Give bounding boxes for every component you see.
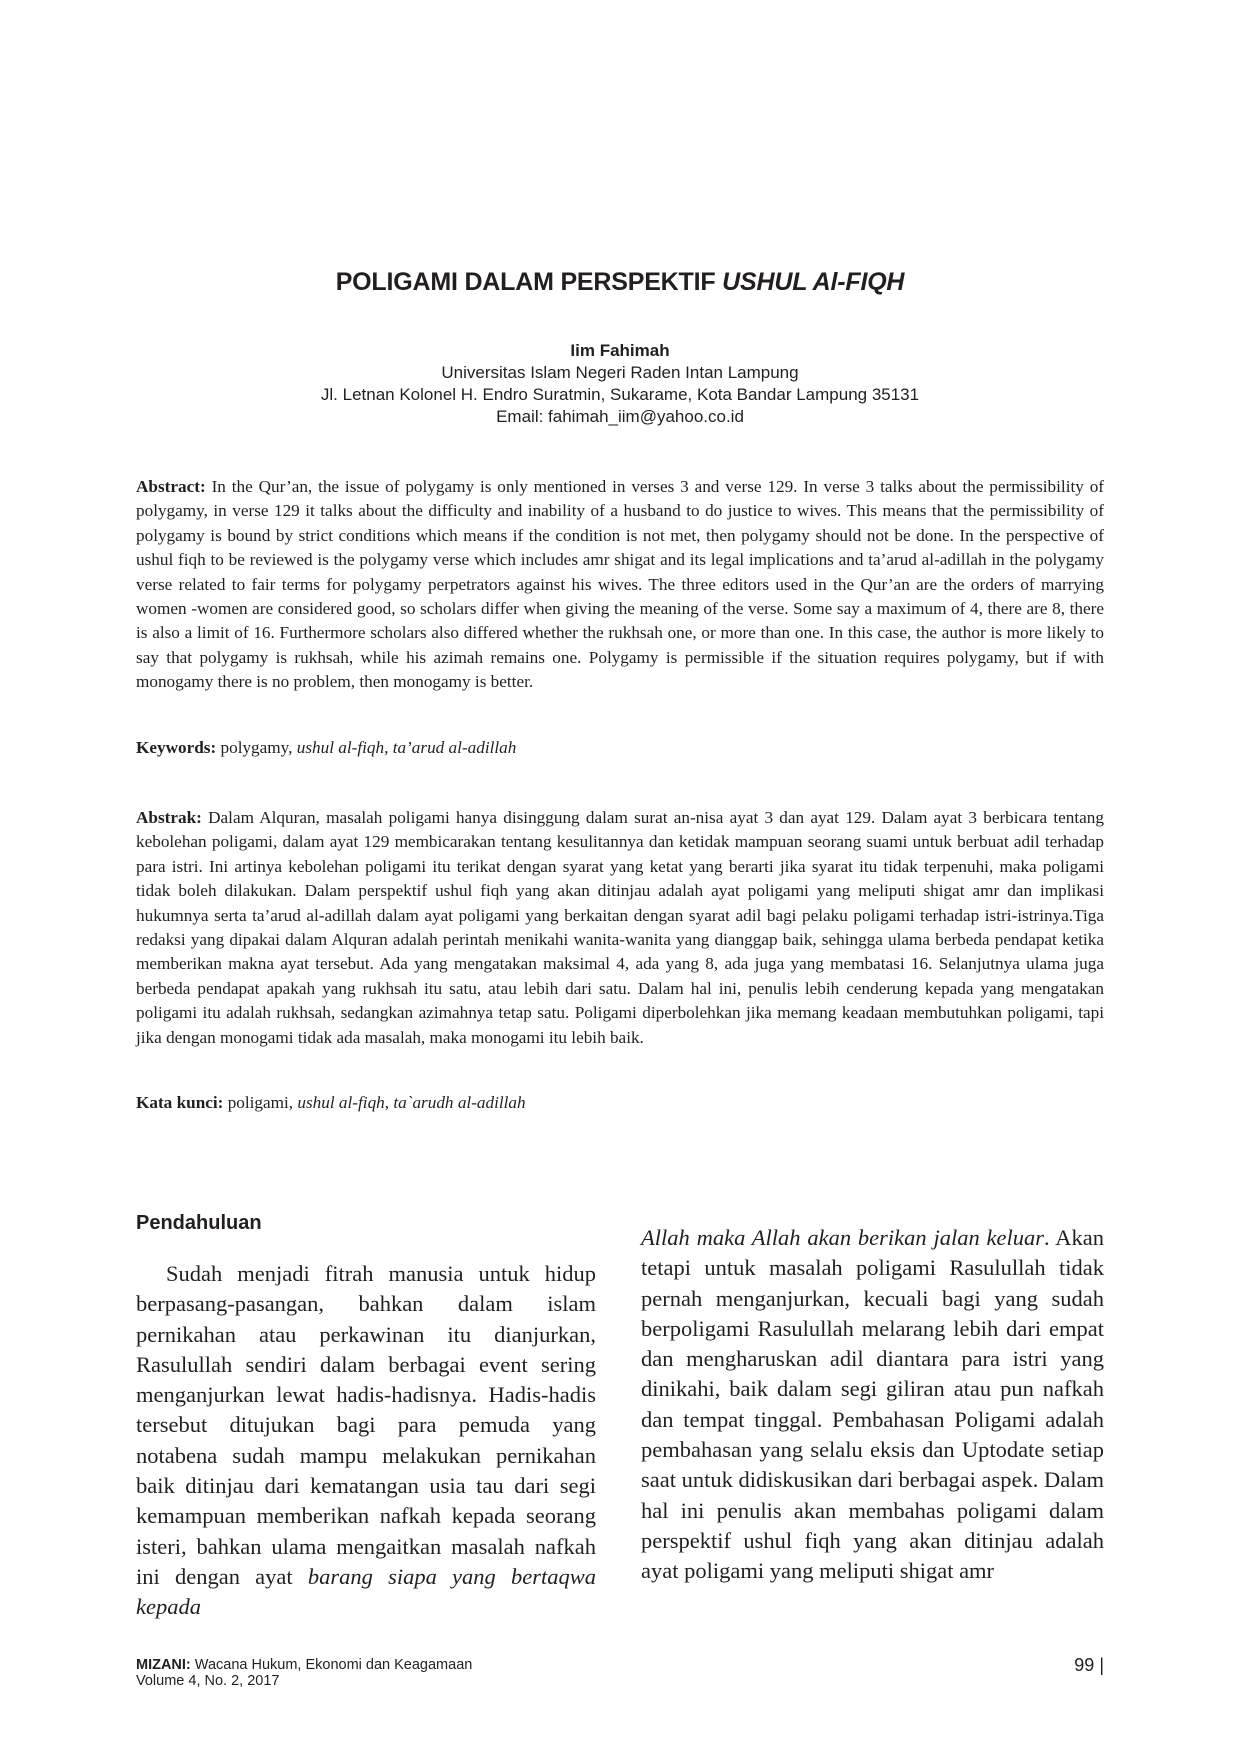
journal-footer: MIZANI: Wacana Hukum, Ekonomi dan Keagamaan Volume 4, No. 2, 2017 bbox=[136, 1657, 473, 1689]
paper-title: POLIGAMI DALAM PERSPEKTIF USHUL Al-FIQH bbox=[335, 268, 905, 296]
abstract-indonesian bbox=[136, 806, 1104, 1050]
keywords-english: Keywords: polygamy, ushul al-fiqh, ta’arud al-adillah bbox=[136, 738, 517, 757]
author-email: Email: fahimah_iim@yahoo.co.id bbox=[496, 407, 744, 426]
author-affiliation: Universitas Islam Negeri Raden Intan Lampung bbox=[441, 363, 799, 382]
abstrak-label: Abstrak: bbox=[136, 808, 202, 827]
abstrak-text: Dalam Alquran, masalah poligami hanya disinggung dalam surat an-nisa ayat 3 dan ayat 129. Dalam ayat 3 berbicara tentang kebolehan poligami, dalam ayat 129 membicarakan tentang kesulitannya dan ketidak mampuan seorang suami untuk berbuat adil terhadap para istri. Ini artinya kebolehan poligami itu terikat dengan syarat yang ketat yang berarti jika syarat itu tidak terpenuhi, maka poligami tidak boleh dilakukan. Dalam perspektif ushul fiqh yang akan ditinjau adalah ayat poligami yang meliputi shigat amr dan implikasi hukumnya serta ta’arud al-adillah dalam ayat poligami yang berkaitan dengan syarat adil bagi pelaku poligami terhadap istri-istrinya.Tiga redaksi yang dipakai dalam Alquran adalah perintah menikahi wanita-wanita yang dianggap baik, sehingga ulama berbeda pendapat ketika memberikan makna ayat tersebut. Ada yang mengatakan maksimal 4, ada yang 8, ada juga yang membatasi 16. Selanjutnya ulama juga berbeda pendapat apakah yang rukhsah itu satu, atau lebih dari satu. Dalam hal ini, penulis lebih cenderung kepada yang mengatakan poligami itu adalah rukhsah, sedangkan azimahnya tetap satu. Poligami diperbolehkan jika memang keadaan membutuhkan poligami, tapi jika dengan monogami tidak ada masalah, maka monogami itu lebih baik. bbox=[136, 808, 1104, 1047]
body-column-left: Sudah menjadi fitrah manusia untuk hidup berpasang-pasangan, bahkan dalam islam pernikahan atau perkawinan itu dianjurkan, Rasulullah sendiri dalam berbagai event sering menganjurkan lewat hadis-hadisnya. Hadis-hadis tersebut ditujukan bagi para pemuda yang notabena sudah mampu melakukan pernikahan baik ditinjau dari kematangan usia tau dari segi kemampuan memberikan nafkah kepada seorang isteri, bahkan ulama mengaitkan masalah nafkah ini dengan ayat barang siapa yang bertaqwa kepada bbox=[136, 1261, 596, 1620]
abstract-english bbox=[136, 475, 1104, 695]
abstract-label: Abstract: bbox=[136, 477, 206, 496]
keywords-indonesian: Kata kunci: poligami, ushul al-fiqh, ta`arudh al-adillah bbox=[136, 1093, 526, 1112]
author-address: Jl. Letnan Kolonel H. Endro Suratmin, Sukarame, Kota Bandar Lampung 35131 bbox=[320, 385, 920, 404]
abstract-text: In the Qur’an, the issue of polygamy is only mentioned in verses 3 and verse 129. In verse 3 talks about the permissibility of polygamy, in verse 129 it talks about the difficulty and inability of a husband to do justice to wives. This means that the permissibility of polygamy is bound by strict conditions which means if the condition is not met, then polygamy should not be done. In the perspective of ushul fiqh to be reviewed is the polygamy verse which includes amr shigat and its legal implications and ta’arud al-adillah in the polygamy verse related to fair terms for polygamy perpetrators against his wives. The three editors used in the Qur’an are the orders of marrying women -women are considered good, so scholars differ when giving the meaning of the verse. Some say a maximum of 4, there are 8, there is also a limit of 16. Furthermore scholars also differed whether the rukhsah one, or more than one. In this case, the author is more likely to say that polygamy is rukhsah, while his azimah remains one. Polygamy is permissible if the situation requires polygamy, but if with monogamy there is no problem, then monogamy is better. bbox=[136, 477, 1105, 692]
body-column-right: Allah maka Allah akan berikan jalan keluar. Akan tetapi untuk masalah poligami Rasulullah tidak pernah menganjurkan, kecuali bagi yang sudah berpoligami Rasulullah melarang lebih dari empat dan mengharuskan adil diantara para istri yang dinikahi, baik dalam segi giliran atau pun nafkah dan tempat tinggal. Pembahasan Poligami adalah pembahasan yang selalu eksis dan Uptodate setiap saat untuk didiskusikan dari berbagai aspek. Dalam hal ini penulis akan membahas poligami dalam perspektif ushul fiqh yang akan ditinjau adalah ayat poligami yang meliputi shigat amr bbox=[641, 1225, 1104, 1584]
author-block bbox=[0, 340, 1240, 428]
page-number: 99 | bbox=[1074, 1655, 1104, 1675]
author-name: Iim Fahimah bbox=[570, 341, 670, 360]
section-heading: Pendahuluan bbox=[136, 1212, 262, 1234]
journal-volume: Volume 4, No. 2, 2017 bbox=[136, 1673, 280, 1689]
